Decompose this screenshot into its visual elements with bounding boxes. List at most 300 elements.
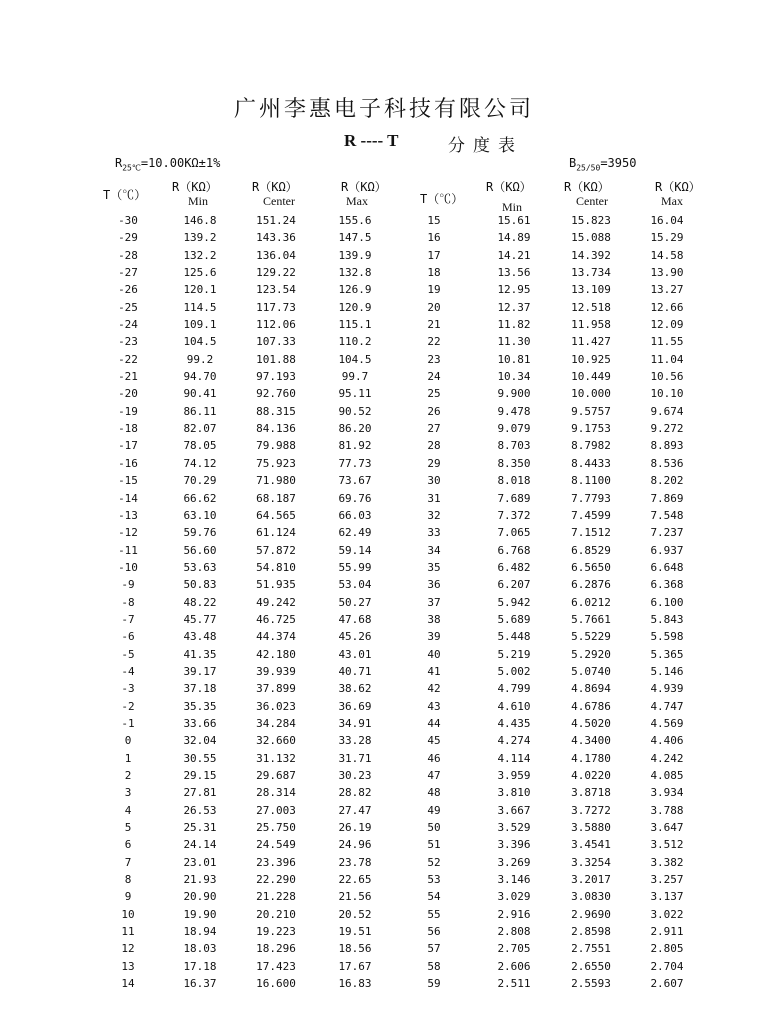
cell-r-center-right: 10.000	[571, 387, 611, 401]
cell-temp-left: 9	[124, 890, 132, 904]
cell-r-max-right: 8.202	[650, 474, 684, 488]
cell-r-max-left: 53.04	[338, 578, 372, 592]
company-name: 广州李惠电子科技有限公司	[233, 97, 534, 122]
cell-r-max-left: 50.27	[338, 595, 372, 609]
cell-r-min-right: 3.667	[497, 803, 531, 817]
cell-r-min-right: 9.900	[497, 387, 531, 401]
cell-r-center-left: 36.023	[256, 699, 296, 713]
cell-temp-right: 32	[427, 508, 441, 522]
cell-r-center-left: 75.923	[256, 456, 296, 470]
cell-temp-left: -9	[121, 578, 135, 592]
cell-temp-right: 40	[427, 647, 441, 661]
cell-r-min-left: 104.5	[183, 335, 217, 349]
cell-r-center-left: 68.187	[256, 491, 296, 505]
table-row	[0, 385, 768, 402]
cell-r-min-left: 139.2	[183, 231, 217, 245]
cell-r-max-left: 81.92	[338, 439, 372, 453]
cell-r-min-right: 11.82	[497, 318, 531, 332]
cell-r-max-right: 8.893	[650, 439, 684, 453]
cell-r-min-right: 7.372	[497, 508, 531, 522]
cell-r-min-right: 5.942	[497, 595, 531, 609]
cell-r-min-right: 11.30	[497, 335, 531, 349]
table-row	[0, 663, 768, 680]
col-subheader-max-right: Max	[661, 194, 683, 208]
cell-r-max-right: 3.512	[650, 838, 684, 852]
cell-r-max-left: 34.91	[338, 716, 372, 730]
cell-temp-right: 53	[427, 873, 441, 887]
table-row	[0, 958, 768, 975]
cell-r-max-right: 8.536	[650, 456, 684, 470]
cell-r-max-right: 11.55	[650, 335, 684, 349]
table-row	[0, 646, 768, 663]
cell-r-min-right: 3.396	[497, 838, 531, 852]
cell-r-max-right: 6.368	[650, 578, 684, 592]
cell-r-max-left: 86.20	[338, 422, 372, 436]
cell-r-max-left: 99.7	[341, 370, 369, 384]
cell-r-max-right: 5.146	[650, 664, 684, 678]
cell-r-min-left: 23.01	[183, 855, 217, 869]
cell-r-center-right: 7.4599	[571, 508, 611, 522]
cell-r-center-right: 5.5229	[571, 630, 611, 644]
table-row	[0, 247, 768, 264]
cell-temp-left: 3	[124, 786, 132, 800]
cell-temp-right: 17	[427, 248, 441, 262]
cell-r-center-left: 64.565	[256, 508, 296, 522]
cell-r-max-left: 62.49	[338, 526, 372, 540]
cell-temp-right: 48	[427, 786, 441, 800]
cell-r-max-left: 90.52	[338, 404, 372, 418]
cell-r-min-left: 45.77	[183, 612, 217, 626]
cell-temp-right: 33	[427, 526, 441, 540]
cell-r-max-right: 4.242	[650, 751, 684, 765]
cell-r-max-right: 4.569	[650, 716, 684, 730]
cell-temp-right: 51	[427, 838, 441, 852]
cell-temp-right: 56	[427, 925, 441, 939]
cell-r-max-right: 4.085	[650, 769, 684, 782]
cell-r-max-left: 147.5	[338, 231, 372, 245]
cell-r-min-left: 25.31	[183, 821, 217, 835]
cell-temp-right: 25	[427, 387, 441, 401]
cell-temp-right: 46	[427, 751, 441, 765]
b-value-parameter	[569, 156, 636, 172]
cell-r-center-right: 14.392	[571, 248, 611, 262]
cell-temp-right: 24	[427, 370, 441, 384]
cell-r-max-left: 16.83	[338, 977, 372, 991]
cell-r-max-left: 36.69	[338, 699, 372, 713]
cell-temp-left: 10	[121, 907, 135, 921]
cell-r-center-right: 7.7793	[571, 491, 611, 505]
table-row	[0, 455, 768, 472]
cell-r-min-left: 41.35	[183, 647, 217, 661]
cell-r-center-right: 6.8529	[571, 543, 611, 557]
cell-temp-left: -30	[118, 214, 138, 227]
table-row	[0, 732, 768, 749]
cell-temp-right: 45	[427, 734, 441, 748]
cell-r-max-left: 40.71	[338, 664, 372, 678]
table-title	[0, 131, 768, 155]
cell-r-center-left: 57.872	[256, 543, 296, 557]
col-subheader-max-left: Max	[346, 194, 368, 208]
col-header-temp-right: T（℃）	[420, 192, 464, 206]
cell-temp-left: 8	[124, 873, 132, 887]
cell-temp-left: -29	[118, 231, 138, 245]
col-header-r-center-left: R（KΩ）	[252, 180, 298, 194]
cell-temp-right: 18	[427, 266, 441, 280]
cell-r-max-left: 28.82	[338, 786, 372, 800]
cell-temp-right: 44	[427, 716, 441, 730]
col-subheader-min-right: Min	[502, 200, 523, 214]
cell-r-center-left: 27.003	[256, 803, 296, 817]
cell-r-min-left: 78.05	[183, 439, 217, 453]
table-row	[0, 368, 768, 385]
cell-r-center-right: 4.0220	[571, 769, 611, 782]
cell-temp-right: 47	[427, 769, 441, 782]
col-header-r-center-right: R（KΩ）	[564, 180, 610, 194]
cell-r-min-right: 3.959	[497, 769, 531, 782]
cell-temp-left: -11	[118, 543, 138, 557]
cell-r-min-right: 4.799	[497, 682, 531, 696]
cell-r-center-right: 7.1512	[571, 526, 611, 540]
cell-r-min-left: 18.94	[183, 925, 217, 939]
cell-r-max-right: 16.04	[650, 214, 684, 227]
cell-r-min-left: 43.48	[183, 630, 217, 644]
cell-r-max-right: 14.58	[650, 248, 684, 262]
cell-temp-right: 41	[427, 664, 441, 678]
cell-r-center-right: 2.9690	[571, 907, 611, 921]
table-row	[0, 975, 768, 992]
cell-temp-right: 58	[427, 959, 441, 973]
cell-r-max-left: 20.52	[338, 907, 372, 921]
cell-temp-left: 13	[121, 959, 135, 973]
cell-r-center-right: 8.7982	[571, 439, 611, 453]
cell-r-center-right: 3.8718	[571, 786, 611, 800]
cell-temp-left: -27	[118, 266, 138, 280]
cell-temp-left: -8	[121, 595, 135, 609]
cell-r-center-left: 136.04	[256, 248, 296, 262]
cell-r-center-right: 6.2876	[571, 578, 611, 592]
cell-temp-left: -16	[118, 456, 138, 470]
cell-temp-right: 52	[427, 855, 441, 869]
cell-temp-left: -12	[118, 526, 138, 540]
cell-r-max-left: 73.67	[338, 474, 372, 488]
table-row	[0, 888, 768, 905]
cell-temp-left: -20	[118, 387, 138, 401]
cell-r-min-right: 2.705	[497, 942, 531, 956]
cell-r-max-right: 3.022	[650, 907, 684, 921]
title-fendubiao: 分度表	[448, 136, 523, 155]
cell-temp-right: 55	[427, 907, 441, 921]
r25-symbol: R	[115, 156, 123, 170]
cell-r-center-left: 97.193	[256, 370, 296, 384]
cell-r-center-left: 21.228	[256, 890, 296, 904]
cell-r-center-right: 5.7661	[571, 612, 611, 626]
cell-r-min-left: 39.17	[183, 664, 217, 678]
cell-r-center-right: 5.0740	[571, 664, 611, 678]
cell-r-max-left: 17.67	[338, 959, 372, 973]
cell-r-center-left: 31.132	[256, 751, 296, 765]
cell-r-min-right: 3.146	[497, 873, 531, 887]
cell-r-max-right: 4.406	[650, 734, 684, 748]
cell-r-center-left: 28.314	[256, 786, 296, 800]
cell-temp-right: 19	[427, 283, 441, 297]
table-row	[0, 264, 768, 281]
cell-r-center-right: 9.1753	[571, 422, 611, 436]
table-row	[0, 940, 768, 957]
table-row	[0, 472, 768, 489]
cell-r-min-right: 14.21	[497, 248, 531, 262]
cell-r-center-left: 79.988	[256, 439, 296, 453]
table-row	[0, 559, 768, 576]
cell-r-min-left: 82.07	[183, 422, 217, 436]
cell-r-max-right: 3.647	[650, 821, 684, 835]
cell-r-max-left: 24.96	[338, 838, 372, 852]
cell-r-center-right: 13.734	[571, 266, 611, 280]
cell-r-center-left: 22.290	[256, 873, 296, 887]
cell-temp-left: 6	[124, 838, 132, 852]
cell-r-min-left: 59.76	[183, 526, 217, 540]
cell-temp-left: -28	[118, 248, 138, 262]
cell-r-max-left: 120.9	[338, 300, 372, 314]
cell-r-center-left: 18.296	[256, 942, 296, 956]
cell-r-min-right: 8.350	[497, 456, 531, 470]
cell-r-max-right: 2.911	[650, 925, 684, 939]
cell-r-max-right: 12.66	[650, 300, 684, 314]
col-header-r-max-right: R（KΩ）	[655, 180, 701, 194]
cell-r-center-left: 71.980	[256, 474, 296, 488]
cell-temp-right: 20	[427, 300, 441, 314]
cell-r-min-right: 3.029	[497, 890, 531, 904]
cell-temp-left: 11	[121, 925, 135, 939]
table-row	[0, 611, 768, 628]
cell-r-min-left: 21.93	[183, 873, 217, 887]
cell-temp-right: 38	[427, 612, 441, 626]
cell-r-center-left: 143.36	[256, 231, 296, 245]
cell-r-min-left: 63.10	[183, 508, 217, 522]
table-row	[0, 750, 768, 767]
cell-r-min-left: 56.60	[183, 543, 217, 557]
cell-r-center-right: 3.2017	[571, 873, 611, 887]
cell-r-max-left: 19.51	[338, 925, 372, 939]
cell-r-min-right: 8.703	[497, 439, 531, 453]
cell-r-min-left: 18.03	[183, 942, 217, 956]
cell-r-max-left: 95.11	[338, 387, 372, 401]
table-row	[0, 923, 768, 940]
cell-r-center-right: 6.0212	[571, 595, 611, 609]
cell-r-max-right: 3.788	[650, 803, 684, 817]
cell-r-min-left: 120.1	[183, 283, 217, 297]
table-row	[0, 784, 768, 801]
cell-r-center-right: 5.2920	[571, 647, 611, 661]
cell-r-max-right: 6.937	[650, 543, 684, 557]
cell-r-max-left: 23.78	[338, 855, 372, 869]
col-subheader-min-left: Min	[188, 194, 209, 208]
cell-temp-left: 0	[124, 734, 132, 748]
col-subheader-center-right: Center	[576, 194, 608, 208]
cell-r-max-right: 3.137	[650, 890, 684, 904]
table-row	[0, 802, 768, 819]
cell-r-min-left: 109.1	[183, 318, 217, 332]
cell-r-center-right: 4.3400	[571, 734, 611, 748]
table-row	[0, 628, 768, 645]
cell-temp-left: -1	[121, 716, 135, 730]
cell-r-min-right: 2.606	[497, 959, 531, 973]
cell-r-center-left: 17.423	[256, 959, 296, 973]
cell-r-max-right: 7.869	[650, 491, 684, 505]
cell-r-max-left: 43.01	[338, 647, 372, 661]
cell-r-min-right: 6.482	[497, 560, 531, 574]
cell-r-max-left: 21.56	[338, 890, 372, 904]
cell-r-min-right: 7.065	[497, 526, 531, 540]
cell-r-max-right: 4.939	[650, 682, 684, 696]
cell-temp-right: 23	[427, 352, 441, 366]
cell-temp-right: 42	[427, 682, 441, 696]
table-row	[0, 420, 768, 437]
cell-r-min-left: 74.12	[183, 456, 217, 470]
table-row	[0, 437, 768, 454]
table-row	[0, 767, 768, 784]
cell-r-center-left: 107.33	[256, 335, 296, 349]
cell-r-min-left: 70.29	[183, 474, 217, 488]
cell-r-max-left: 47.68	[338, 612, 372, 626]
cell-r-center-left: 34.284	[256, 716, 296, 730]
cell-r-max-left: 26.19	[338, 821, 372, 835]
rt-table-body	[0, 212, 768, 992]
table-row	[0, 871, 768, 888]
cell-r-min-right: 2.808	[497, 925, 531, 939]
cell-temp-left: -18	[118, 422, 138, 436]
cell-r-center-left: 129.22	[256, 266, 296, 280]
cell-r-center-left: 49.242	[256, 595, 296, 609]
cell-r-min-left: 48.22	[183, 595, 217, 609]
cell-temp-right: 59	[427, 977, 441, 991]
cell-r-min-right: 8.018	[497, 474, 531, 488]
cell-r-min-right: 9.079	[497, 422, 531, 436]
cell-temp-left: 12	[121, 942, 135, 956]
cell-r-max-right: 13.27	[650, 283, 684, 297]
r25-value: =10.00KΩ±1%	[140, 156, 221, 170]
cell-temp-right: 50	[427, 821, 441, 835]
cell-r-max-right: 4.747	[650, 699, 684, 713]
cell-r-min-right: 12.95	[497, 283, 531, 297]
table-row	[0, 281, 768, 298]
cell-temp-left: -21	[118, 370, 138, 384]
cell-r-max-left: 59.14	[338, 543, 372, 557]
cell-r-min-left: 33.66	[183, 716, 217, 730]
cell-r-min-left: 125.6	[183, 266, 217, 280]
cell-r-max-right: 6.648	[650, 560, 684, 574]
cell-r-center-left: 151.24	[256, 214, 296, 227]
cell-r-max-left: 110.2	[338, 335, 372, 349]
cell-temp-left: -24	[118, 318, 138, 332]
cell-r-center-right: 3.4541	[571, 838, 611, 852]
cell-r-min-right: 14.89	[497, 231, 531, 245]
cell-r-center-left: 25.750	[256, 821, 296, 835]
cell-r-max-left: 18.56	[338, 942, 372, 956]
cell-r-min-right: 5.219	[497, 647, 531, 661]
table-row	[0, 403, 768, 420]
cell-r-center-right: 11.958	[571, 318, 611, 332]
cell-r-min-right: 12.37	[497, 300, 531, 314]
cell-r-center-right: 6.5650	[571, 560, 611, 574]
cell-r-center-right: 4.8694	[571, 682, 611, 696]
cell-r-min-left: 66.62	[183, 491, 217, 505]
cell-r-min-left: 30.55	[183, 751, 217, 765]
cell-r-max-left: 126.9	[338, 283, 372, 297]
cell-r-max-left: 55.99	[338, 560, 372, 574]
cell-r-min-left: 94.70	[183, 370, 217, 384]
cell-r-center-right: 10.925	[571, 352, 611, 366]
cell-temp-left: -10	[118, 560, 138, 574]
cell-r-min-left: 29.15	[183, 769, 217, 782]
cell-temp-right: 34	[427, 543, 441, 557]
cell-r-max-right: 2.704	[650, 959, 684, 973]
cell-r-center-right: 8.4433	[571, 456, 611, 470]
cell-r-max-left: 132.8	[338, 266, 372, 280]
cell-temp-left: -7	[121, 612, 135, 626]
cell-r-center-left: 46.725	[256, 612, 296, 626]
cell-r-center-right: 12.518	[571, 300, 611, 314]
col-header-r-max-left: R（KΩ）	[341, 180, 387, 194]
cell-r-min-right: 4.114	[497, 751, 531, 765]
cell-r-max-right: 10.56	[650, 370, 684, 384]
b-value: =3950	[600, 156, 637, 170]
cell-r-center-left: 37.899	[256, 682, 296, 696]
cell-r-max-right: 7.237	[650, 526, 684, 540]
cell-r-center-left: 117.73	[256, 300, 296, 314]
cell-temp-right: 26	[427, 404, 441, 418]
cell-r-center-right: 15.823	[571, 214, 611, 227]
cell-temp-right: 49	[427, 803, 441, 817]
cell-r-max-right: 10.10	[650, 387, 684, 401]
cell-r-max-right: 12.09	[650, 318, 684, 332]
cell-r-center-right: 2.6550	[571, 959, 611, 973]
cell-temp-left: -25	[118, 300, 138, 314]
cell-temp-right: 21	[427, 318, 441, 332]
b-subscript: 25/50	[576, 163, 601, 173]
cell-r-center-right: 15.088	[571, 231, 611, 245]
cell-r-max-right: 2.805	[650, 942, 684, 956]
cell-temp-right: 39	[427, 630, 441, 644]
cell-temp-left: -15	[118, 474, 138, 488]
cell-temp-right: 22	[427, 335, 441, 349]
cell-temp-left: -14	[118, 491, 138, 505]
cell-r-min-left: 35.35	[183, 699, 217, 713]
cell-r-min-left: 146.8	[183, 214, 217, 227]
cell-r-center-left: 29.687	[256, 769, 296, 782]
cell-r-max-left: 104.5	[338, 352, 372, 366]
table-row	[0, 854, 768, 871]
cell-temp-right: 16	[427, 231, 441, 245]
cell-r-center-left: 20.210	[256, 907, 296, 921]
table-row	[0, 698, 768, 715]
cell-r-max-right: 7.548	[650, 508, 684, 522]
cell-r-min-left: 53.63	[183, 560, 217, 574]
cell-r-center-left: 123.54	[256, 283, 296, 297]
cell-r-max-right: 3.382	[650, 855, 684, 869]
cell-temp-left: -3	[121, 682, 135, 696]
cell-r-max-left: 139.9	[338, 248, 372, 262]
cell-r-min-left: 32.04	[183, 734, 217, 748]
cell-r-max-right: 3.934	[650, 786, 684, 800]
table-row	[0, 507, 768, 524]
cell-temp-left: 4	[124, 803, 132, 817]
cell-temp-left: -6	[121, 630, 135, 644]
cell-r-min-right: 2.916	[497, 907, 531, 921]
cell-temp-left: -17	[118, 439, 138, 453]
cell-r-max-right: 9.272	[650, 422, 684, 436]
cell-r-center-left: 84.136	[256, 422, 296, 436]
cell-temp-right: 35	[427, 560, 441, 574]
